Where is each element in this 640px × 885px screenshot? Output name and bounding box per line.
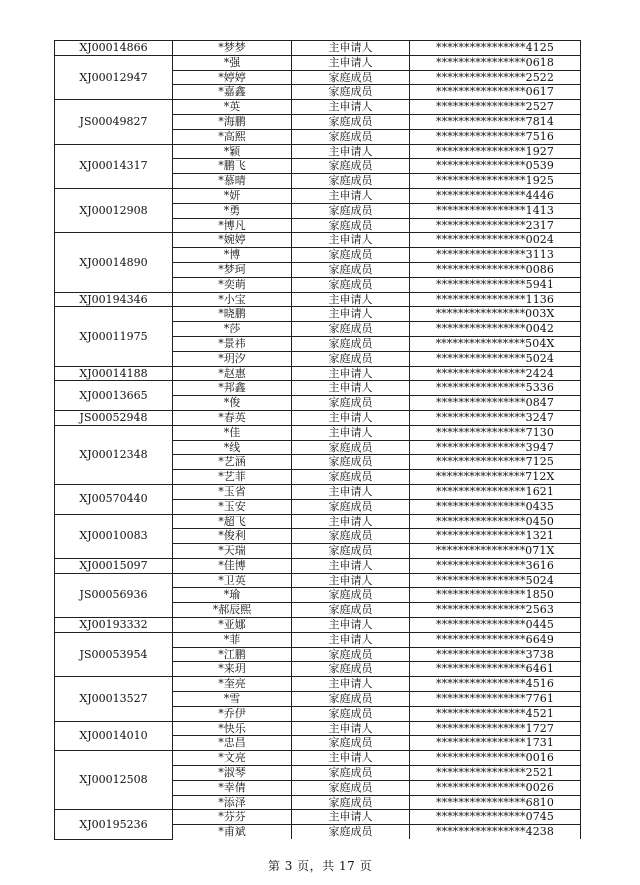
role-cell: 家庭成员 — [292, 114, 410, 129]
name-cell: *邦鑫 — [173, 381, 292, 396]
role-cell: 家庭成员 — [292, 780, 410, 795]
id-number-cell: ****************0617 — [410, 85, 581, 100]
id-number-cell: ****************6649 — [410, 632, 581, 647]
role-cell: 家庭成员 — [292, 396, 410, 411]
role-cell: 家庭成员 — [292, 692, 410, 707]
name-cell: *博 — [173, 248, 292, 263]
application-id-cell: XJ00010083 — [55, 514, 173, 558]
id-number-cell: ****************4446 — [410, 188, 581, 203]
id-number-cell: ****************712X — [410, 470, 581, 485]
table-row — [55, 484, 581, 499]
role-cell: 家庭成员 — [292, 736, 410, 751]
name-cell: *卫英 — [173, 573, 292, 588]
name-cell: *快乐 — [173, 721, 292, 736]
name-cell: *赵惠 — [173, 366, 292, 381]
name-cell: *奎亮 — [173, 677, 292, 692]
role-cell: 家庭成员 — [292, 351, 410, 366]
name-cell: *莎 — [173, 322, 292, 337]
id-number-cell: ****************3616 — [410, 558, 581, 573]
name-cell: *春英 — [173, 410, 292, 425]
name-cell: *玉安 — [173, 499, 292, 514]
name-cell: *佳 — [173, 425, 292, 440]
role-cell: 主申请人 — [292, 233, 410, 248]
id-number-cell: ****************0618 — [410, 55, 581, 70]
id-number-cell: ****************7130 — [410, 425, 581, 440]
table-row — [55, 292, 581, 307]
role-cell: 家庭成员 — [292, 203, 410, 218]
table-row — [55, 100, 581, 115]
table-row — [55, 558, 581, 573]
role-cell: 家庭成员 — [292, 159, 410, 174]
name-cell: *文亮 — [173, 751, 292, 766]
name-cell: *俊 — [173, 396, 292, 411]
role-cell: 家庭成员 — [292, 85, 410, 100]
name-cell: *佳博 — [173, 558, 292, 573]
id-number-cell: ****************6461 — [410, 662, 581, 677]
name-cell: *英 — [173, 100, 292, 115]
id-number-cell: ****************3738 — [410, 647, 581, 662]
name-cell: *芬芬 — [173, 810, 292, 825]
table-row — [55, 514, 581, 529]
id-number-cell: ****************1927 — [410, 144, 581, 159]
name-cell: *颖 — [173, 144, 292, 159]
role-cell: 主申请人 — [292, 558, 410, 573]
table-row — [55, 381, 581, 396]
id-number-cell: ****************1925 — [410, 174, 581, 189]
id-number-cell: ****************7516 — [410, 129, 581, 144]
role-cell: 主申请人 — [292, 292, 410, 307]
role-cell: 主申请人 — [292, 55, 410, 70]
table-row — [55, 55, 581, 70]
role-cell: 主申请人 — [292, 188, 410, 203]
role-cell: 主申请人 — [292, 425, 410, 440]
id-number-cell: ****************7814 — [410, 114, 581, 129]
role-cell: 主申请人 — [292, 514, 410, 529]
id-number-cell: ****************2521 — [410, 766, 581, 781]
id-number-cell: ****************7125 — [410, 455, 581, 470]
id-number-cell: ****************5941 — [410, 277, 581, 292]
role-cell: 主申请人 — [292, 144, 410, 159]
name-cell: *婷婷 — [173, 70, 292, 85]
name-cell: *奕萌 — [173, 277, 292, 292]
name-cell: *菲 — [173, 632, 292, 647]
id-number-cell: ****************7761 — [410, 692, 581, 707]
role-cell: 主申请人 — [292, 573, 410, 588]
role-cell: 家庭成员 — [292, 470, 410, 485]
role-cell: 主申请人 — [292, 100, 410, 115]
id-number-cell: ****************4125 — [410, 41, 581, 56]
table-row — [55, 144, 581, 159]
id-number-cell: ****************5024 — [410, 573, 581, 588]
name-cell: *瑜 — [173, 588, 292, 603]
id-number-cell: ****************0435 — [410, 499, 581, 514]
table-row — [55, 721, 581, 736]
role-cell: 主申请人 — [292, 307, 410, 322]
role-cell: 家庭成员 — [292, 647, 410, 662]
name-cell: *俊利 — [173, 529, 292, 544]
name-cell: *博凡 — [173, 218, 292, 233]
id-number-cell: ****************3113 — [410, 248, 581, 263]
name-cell: *线 — [173, 440, 292, 455]
role-cell: 家庭成员 — [292, 825, 410, 839]
role-cell: 主申请人 — [292, 810, 410, 825]
id-number-cell: ****************003X — [410, 307, 581, 322]
application-id-cell: XJ00014866 — [55, 41, 173, 56]
role-cell: 家庭成员 — [292, 588, 410, 603]
application-id-cell: XJ00014188 — [55, 366, 173, 381]
role-cell: 家庭成员 — [292, 336, 410, 351]
role-cell: 主申请人 — [292, 381, 410, 396]
application-id-cell: JS00056936 — [55, 573, 173, 617]
table-row — [55, 573, 581, 588]
application-id-cell: XJ00193332 — [55, 618, 173, 633]
application-id-cell: XJ00014317 — [55, 144, 173, 188]
role-cell: 家庭成员 — [292, 499, 410, 514]
name-cell: *妍 — [173, 188, 292, 203]
id-number-cell: ****************0539 — [410, 159, 581, 174]
name-cell: *添泽 — [173, 795, 292, 810]
application-id-cell: XJ00012908 — [55, 188, 173, 232]
name-cell: *亚娜 — [173, 618, 292, 633]
id-number-cell: ****************0086 — [410, 262, 581, 277]
table-row — [55, 751, 581, 766]
name-cell: *甫斌 — [173, 825, 292, 839]
role-cell: 主申请人 — [292, 618, 410, 633]
page-footer: 第 3 页，共 17 页 — [267, 859, 373, 873]
name-cell: *慕晴 — [173, 174, 292, 189]
id-number-cell: ****************504X — [410, 336, 581, 351]
application-id-cell: XJ00012508 — [55, 751, 173, 810]
applicant-table — [54, 40, 581, 840]
name-cell: *超飞 — [173, 514, 292, 529]
id-number-cell: ****************0745 — [410, 810, 581, 825]
name-cell: *天瑞 — [173, 544, 292, 559]
table-row — [55, 410, 581, 425]
application-id-cell: XJ00014890 — [55, 233, 173, 292]
id-number-cell: ****************1621 — [410, 484, 581, 499]
application-id-cell: XJ00011975 — [55, 307, 173, 366]
role-cell: 家庭成员 — [292, 455, 410, 470]
id-number-cell: ****************4238 — [410, 825, 581, 839]
id-number-cell: ****************5336 — [410, 381, 581, 396]
id-number-cell: ****************4516 — [410, 677, 581, 692]
table-row — [55, 188, 581, 203]
role-cell: 家庭成员 — [292, 322, 410, 337]
role-cell: 家庭成员 — [292, 706, 410, 721]
name-cell: *晓鹏 — [173, 307, 292, 322]
name-cell: *忠昌 — [173, 736, 292, 751]
table-row — [55, 425, 581, 440]
applicant-table-body — [55, 41, 581, 840]
table-row — [55, 810, 581, 825]
table-row — [55, 677, 581, 692]
role-cell: 家庭成员 — [292, 277, 410, 292]
id-number-cell: ****************2522 — [410, 70, 581, 85]
role-cell: 主申请人 — [292, 366, 410, 381]
name-cell: *小宝 — [173, 292, 292, 307]
table-row — [55, 366, 581, 381]
role-cell: 家庭成员 — [292, 129, 410, 144]
id-number-cell: ****************6810 — [410, 795, 581, 810]
application-id-cell: XJ00570440 — [55, 484, 173, 514]
id-number-cell: ****************4521 — [410, 706, 581, 721]
role-cell: 家庭成员 — [292, 248, 410, 263]
name-cell: *雪 — [173, 692, 292, 707]
name-cell: *玉省 — [173, 484, 292, 499]
name-cell: *高熙 — [173, 129, 292, 144]
application-id-cell: XJ00015097 — [55, 558, 173, 573]
role-cell: 主申请人 — [292, 632, 410, 647]
application-id-cell: XJ00195236 — [55, 810, 173, 839]
application-id-cell: XJ00012947 — [55, 55, 173, 99]
table-row — [55, 233, 581, 248]
table-row — [55, 41, 581, 56]
application-id-cell: JS00052948 — [55, 410, 173, 425]
id-number-cell: ****************1413 — [410, 203, 581, 218]
name-cell: *景祎 — [173, 336, 292, 351]
id-number-cell: ****************071X — [410, 544, 581, 559]
name-cell: *艺涵 — [173, 455, 292, 470]
id-number-cell: ****************1136 — [410, 292, 581, 307]
id-number-cell: ****************0016 — [410, 751, 581, 766]
application-id-cell: XJ00194346 — [55, 292, 173, 307]
role-cell: 家庭成员 — [292, 218, 410, 233]
name-cell: *来玥 — [173, 662, 292, 677]
id-number-cell: ****************2563 — [410, 603, 581, 618]
id-number-cell: ****************0450 — [410, 514, 581, 529]
id-number-cell: ****************1731 — [410, 736, 581, 751]
name-cell: *乔伊 — [173, 706, 292, 721]
role-cell: 家庭成员 — [292, 544, 410, 559]
id-number-cell: ****************0026 — [410, 780, 581, 795]
id-number-cell: ****************0042 — [410, 322, 581, 337]
id-number-cell: ****************5024 — [410, 351, 581, 366]
id-number-cell: ****************3247 — [410, 410, 581, 425]
role-cell: 家庭成员 — [292, 662, 410, 677]
name-cell: *郝辰熙 — [173, 603, 292, 618]
table-row — [55, 632, 581, 647]
id-number-cell: ****************1321 — [410, 529, 581, 544]
role-cell: 家庭成员 — [292, 603, 410, 618]
name-cell: *鹏飞 — [173, 159, 292, 174]
name-cell: *幸倩 — [173, 780, 292, 795]
table-row — [55, 307, 581, 322]
id-number-cell: ****************2424 — [410, 366, 581, 381]
id-number-cell: ****************2317 — [410, 218, 581, 233]
application-id-cell: XJ00013527 — [55, 677, 173, 721]
role-cell: 主申请人 — [292, 721, 410, 736]
application-id-cell: XJ00014010 — [55, 721, 173, 751]
role-cell: 家庭成员 — [292, 440, 410, 455]
id-number-cell: ****************3947 — [410, 440, 581, 455]
role-cell: 家庭成员 — [292, 529, 410, 544]
role-cell: 家庭成员 — [292, 795, 410, 810]
name-cell: *海鹏 — [173, 114, 292, 129]
name-cell: *嘉鑫 — [173, 85, 292, 100]
name-cell: *玥汐 — [173, 351, 292, 366]
application-id-cell: XJ00013665 — [55, 381, 173, 411]
table-row — [55, 618, 581, 633]
name-cell: *淑琴 — [173, 766, 292, 781]
role-cell: 主申请人 — [292, 41, 410, 56]
name-cell: *梦梦 — [173, 41, 292, 56]
role-cell: 主申请人 — [292, 484, 410, 499]
id-number-cell: ****************0024 — [410, 233, 581, 248]
role-cell: 主申请人 — [292, 410, 410, 425]
application-id-cell: JS00053954 — [55, 632, 173, 676]
name-cell: *婉婷 — [173, 233, 292, 248]
id-number-cell: ****************1850 — [410, 588, 581, 603]
name-cell: *梦珂 — [173, 262, 292, 277]
name-cell: *勇 — [173, 203, 292, 218]
role-cell: 家庭成员 — [292, 262, 410, 277]
role-cell: 家庭成员 — [292, 70, 410, 85]
id-number-cell: ****************0445 — [410, 618, 581, 633]
name-cell: *艺菲 — [173, 470, 292, 485]
id-number-cell: ****************0847 — [410, 396, 581, 411]
role-cell: 家庭成员 — [292, 174, 410, 189]
application-id-cell: JS00049827 — [55, 100, 173, 144]
role-cell: 主申请人 — [292, 677, 410, 692]
application-id-cell: XJ00012348 — [55, 425, 173, 484]
name-cell: *强 — [173, 55, 292, 70]
name-cell: *江鹏 — [173, 647, 292, 662]
role-cell: 主申请人 — [292, 751, 410, 766]
id-number-cell: ****************1727 — [410, 721, 581, 736]
id-number-cell: ****************2527 — [410, 100, 581, 115]
role-cell: 家庭成员 — [292, 766, 410, 781]
